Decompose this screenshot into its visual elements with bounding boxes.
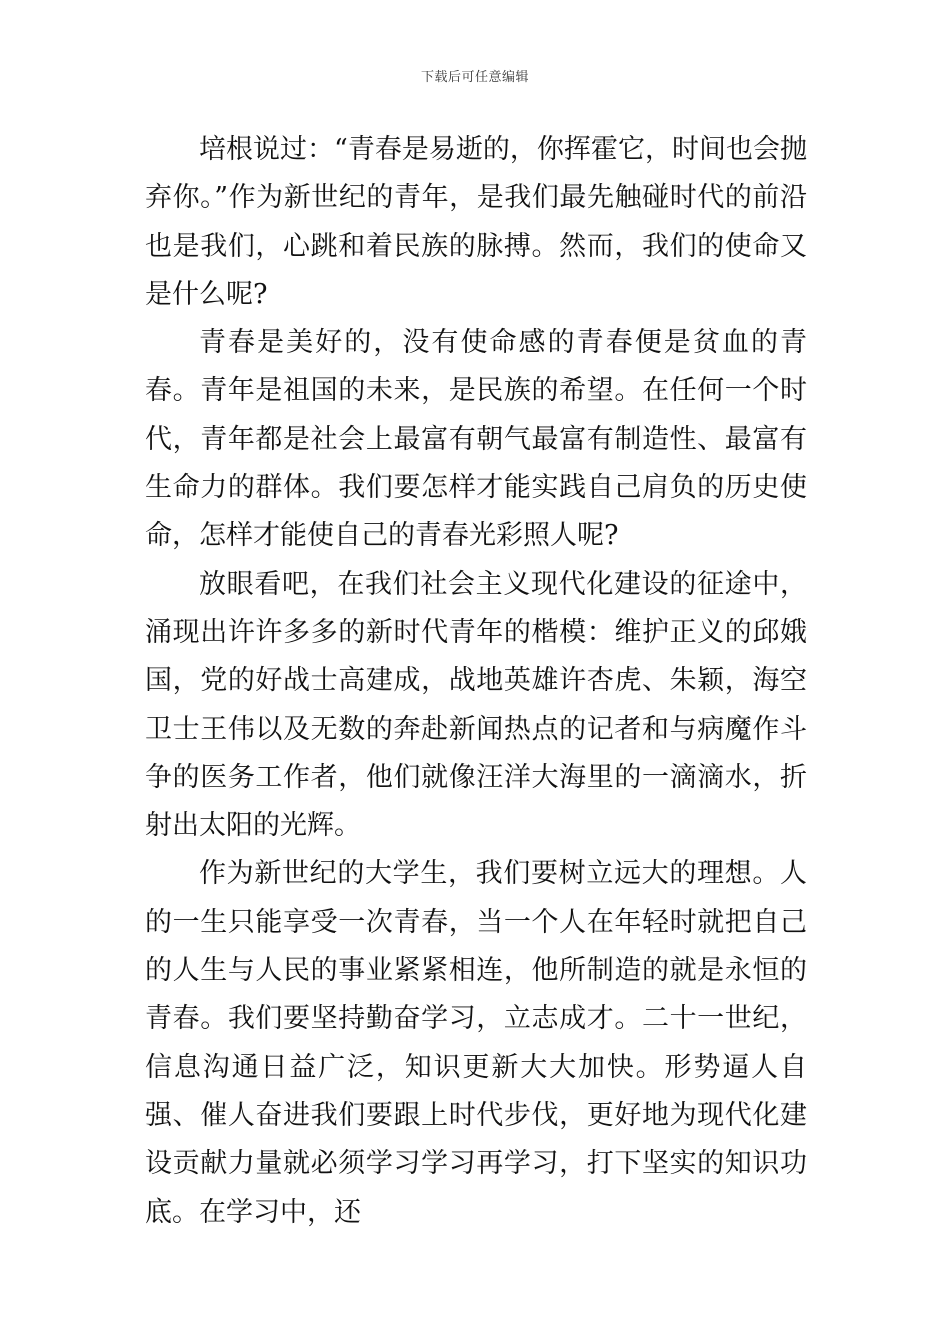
paragraph-1: 培根说过：“青春是易逝的，你挥霍它，时间也会抛弃你。”作为新世纪的青年，是我们最先触碰时代的前沿也是我们，心跳和着民族的脉搏。然而，我们的使命又是什么呢? [145,134,807,310]
document-body [145,126,807,1237]
page-header: 下载后可任意编辑 [420,70,529,85]
paragraph-3: 放眼看吧，在我们社会主义现代化建设的征途中，涌现出许许多多的新时代青年的楷模：维护正义的邱娥国，党的好战士高建成，战地英雄许杏虎、朱颖，海空卫士王伟以及无数的奔赴新闻热点的记者和与病魔作斗争的医务工作者，他们就像汪洋大海里的一滴滴水，折射出太阳的光辉。 [145,568,807,842]
paragraph-4: 作为新世纪的大学生，我们要树立远大的理想。人的一生只能享受一次青春，当一个人在年轻时就把自己的人生与人民的事业紧紧相连，他所制造的就是永恒的青春。我们要坚持勤奋学习，立志成才。二十一世纪，信息沟通日益广泛，知识更新大大加快。形势逼人自强、催人奋进我们要跟上时代步伐，更好地为现代化建设贡献力量就必须学习学习再学习，打下坚实的知识功底。在学习中，还 [145,858,807,1228]
paragraph-2: 青春是美好的，没有使命感的青春便是贫血的青春。青年是祖国的未来，是民族的希望。在任何一个时代，青年都是社会上最富有朝气最富有制造性、最富有生命力的群体。我们要怎样才能实践自己肩负的历史使命，怎样才能使自己的青春光彩照人呢? [145,327,807,552]
